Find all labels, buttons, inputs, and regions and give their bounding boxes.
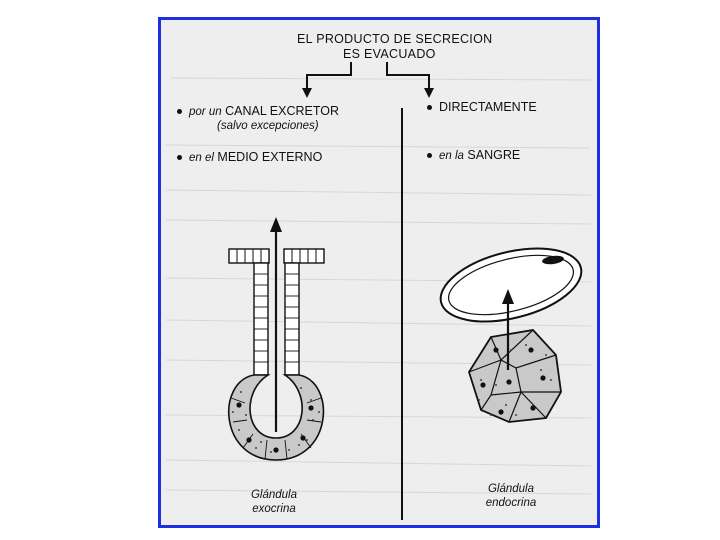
exocrine-gland <box>229 217 324 460</box>
diagram-canvas <box>161 20 597 525</box>
figure-frame <box>158 17 600 528</box>
bullet-icon <box>427 105 432 110</box>
left-arrowhead <box>302 88 312 98</box>
right-arrowhead <box>424 88 434 98</box>
exocrine-route <box>177 104 339 118</box>
exocrine-label-line2: exocrina <box>252 503 296 515</box>
endocrine-label-line2: endocrina <box>485 497 537 509</box>
endocrine-target-main: SANGRE <box>467 148 521 162</box>
endocrine-target <box>427 148 520 162</box>
exocrine-target-prefix: en el <box>189 152 214 164</box>
endocrine-gland <box>433 236 589 422</box>
endocrine-route <box>427 100 537 114</box>
endocrine-label-line1: Glándula <box>487 483 535 495</box>
diagram-title-line1: EL PRODUCTO DE SECRECION <box>297 32 493 46</box>
exocrine-target-main: MEDIO EXTERNO <box>217 150 323 164</box>
endocrine-label <box>476 482 546 510</box>
diagram-title-line2: ES EVACUADO <box>343 47 436 61</box>
bullet-icon <box>427 153 432 158</box>
bullet-icon <box>177 109 182 114</box>
exocrine-label <box>239 488 309 516</box>
exocrine-target <box>177 150 322 164</box>
exocrine-label-line1: Glándula <box>250 489 298 501</box>
split-arrows <box>307 62 429 90</box>
exocrine-route-main: CANAL EXCRETOR <box>225 104 340 118</box>
exocrine-route-prefix: por un <box>189 106 222 118</box>
bullet-icon <box>177 155 182 160</box>
endocrine-target-prefix: en la <box>439 150 464 162</box>
endocrine-route-main: DIRECTAMENTE <box>439 100 537 114</box>
exocrine-route-note: (salvo excepciones) <box>217 120 319 132</box>
